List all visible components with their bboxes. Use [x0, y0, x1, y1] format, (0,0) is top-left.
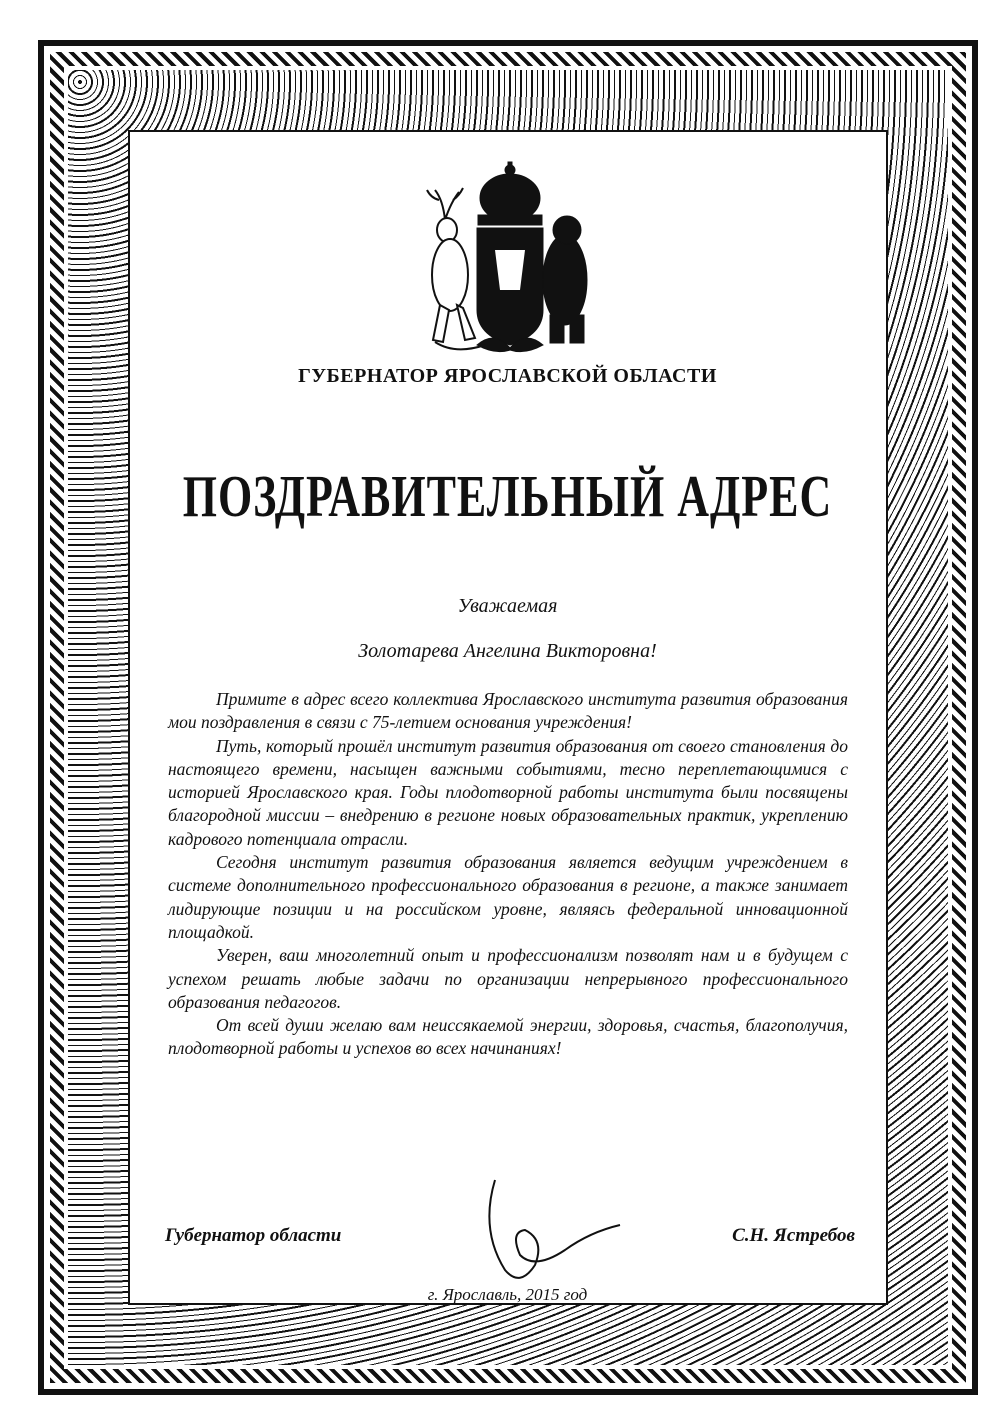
place-and-date: г. Ярославль, 2015 год	[427, 1285, 588, 1304]
issuer-heading: ГУБЕРНАТОР ЯРОСЛАВСКОЙ ОБЛАСТИ	[298, 365, 717, 387]
letter-body	[168, 688, 848, 1061]
paragraph: Сегодня институт развития образования является ведущим учреждением в системе дополнительного профессионального образования в регионе, а также занимает лидирующие позиции и на российском уровне, являясь федеральной инновационной площадкой.	[168, 852, 848, 942]
yaroslavl-region-coat-of-arms-icon	[415, 160, 605, 360]
paragraph: Путь, который прошёл институт развития образования от своего становления до настоящего времени, насыщен важными событиями, тесно переплетающимися с историей Ярославского края. Годы плодотворной работы института были посвящены благородной миссии – внедрению в регионе новых образовательных практик, укреплению кадрового потенциала отрасли.	[168, 735, 848, 849]
paragraph: Примите в адрес всего коллектива Ярославского института развития образования мои поздравления в связи с 75-летием основания учреждения!	[168, 689, 848, 733]
salutation-greeting: Уважаемая	[457, 595, 558, 617]
certificate-content	[150, 150, 865, 1304]
signature-block	[165, 1225, 855, 1265]
paragraph: От всей души желаю вам неиссякаемой энергии, здоровья, счастья, благополучия, плодотворной работы и успехов во всех начинаниях!	[168, 1015, 848, 1059]
signatory-position: Губернатор области	[165, 1225, 342, 1246]
signatory-name: С.Н. Ястребов	[732, 1225, 855, 1246]
recipient-name: Золотарева Ангелина Викторовна!	[358, 640, 657, 662]
paragraph: Уверен, ваш многолетний опыт и профессионализм позволят нам и в будущем с успехом решать любые задачи по организации непрерывного профессионального образования педагогов.	[168, 945, 848, 1012]
document-title: ПОЗДРАВИТЕЛЬНЫЙ АДРЕС	[182, 463, 833, 530]
